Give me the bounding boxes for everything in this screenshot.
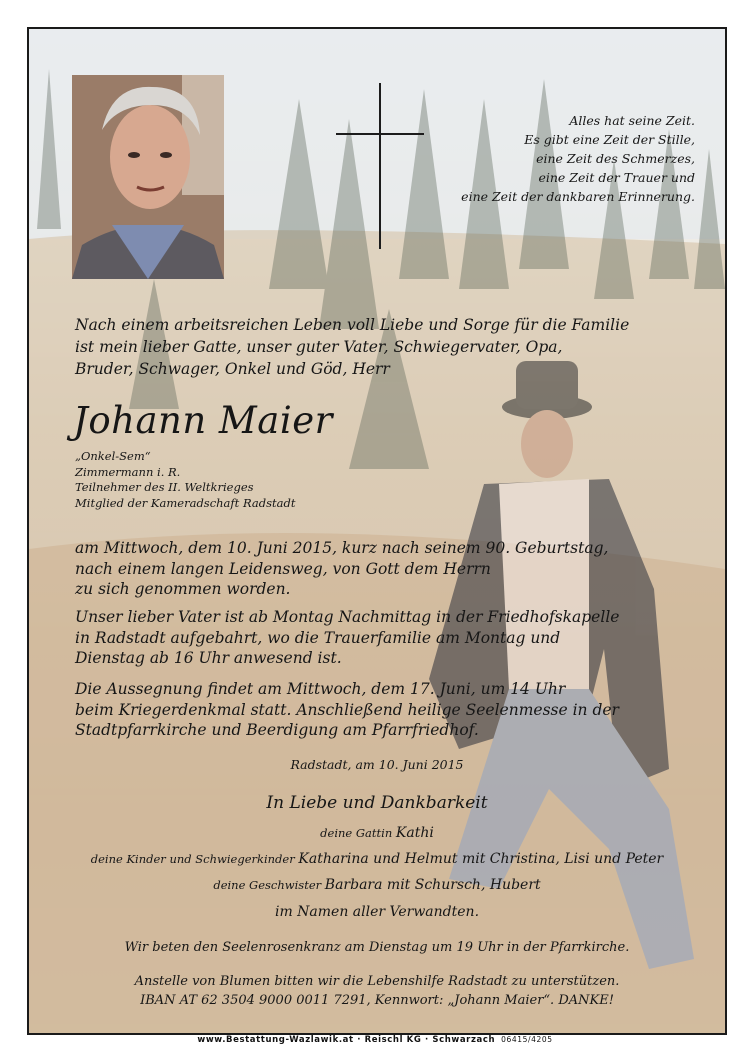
intro-text bbox=[75, 314, 629, 380]
mourner-names: Kathi bbox=[395, 825, 434, 841]
mourner-prefix: deine Geschwister bbox=[213, 878, 325, 892]
memorial-quote bbox=[461, 111, 695, 206]
detail-line: Teilnehmer des II. Weltkrieges bbox=[75, 480, 254, 494]
cross-bar bbox=[336, 133, 424, 135]
funeral-home-footer bbox=[0, 1035, 750, 1045]
intro-line: ist mein lieber Gatte, unser guter Vater, Schwiegervater, Opa, bbox=[75, 338, 563, 356]
quote-line: eine Zeit der dankbaren Erinnerung. bbox=[461, 189, 695, 204]
place-date: Radstadt, am 10. Juni 2015 bbox=[290, 757, 464, 772]
paragraph-line: Stadtpfarrkirche und Beerdigung am Pfarrfriedhof. bbox=[75, 721, 479, 739]
mourner-relatives: im Namen aller Verwandten. bbox=[274, 904, 480, 920]
cross-symbol bbox=[379, 83, 381, 249]
quote-line: eine Zeit des Schmerzes, bbox=[536, 151, 695, 166]
mourner-names: Barbara mit Schursch, Hubert bbox=[324, 877, 541, 893]
donation-iban: IBAN AT 62 3504 9000 0011 7291, Kennwort: „Johann Maier“. DANKE! bbox=[140, 993, 614, 1008]
quote-line: Alles hat seine Zeit. bbox=[569, 113, 695, 128]
mourner-wife bbox=[29, 825, 725, 841]
mourner-prefix: deine Gattin bbox=[320, 826, 396, 840]
paragraph-line: zu sich genommen worden. bbox=[75, 580, 291, 598]
occupation: Zimmermann i. R. bbox=[75, 464, 181, 479]
paragraph-line: Dienstag ab 16 Uhr anwesend ist. bbox=[75, 649, 342, 667]
footer-text: www.Bestattung-Wazlawik.at · Reischl KG · Schwarzach bbox=[197, 1035, 496, 1045]
intro-line: Bruder, Schwager, Onkel und Göd, Herr bbox=[75, 360, 390, 378]
paragraph-line: beim Kriegerdenkmal statt. Anschließend heilige Seelenmesse in der bbox=[75, 700, 619, 719]
mourner-names: Katharina und Helmut mit Christina, Lisi und Peter bbox=[298, 851, 664, 867]
quote-line: Es gibt eine Zeit der Stille, bbox=[524, 132, 695, 147]
footer-phone: 06415/4205 bbox=[501, 1035, 553, 1044]
intro-line: Nach einem arbeitsreichen Leben voll Liebe und Sorge für die Familie bbox=[75, 316, 630, 334]
viewing-paragraph bbox=[75, 607, 619, 669]
mourner-siblings bbox=[29, 877, 725, 893]
paragraph-line: Die Aussegnung findet am Mittwoch, dem 17. Juni, um 14 Uhr bbox=[75, 680, 566, 698]
quote-line: eine Zeit der Trauer und bbox=[538, 170, 695, 185]
funeral-paragraph bbox=[75, 679, 619, 741]
mourner-children bbox=[29, 851, 725, 867]
portrait-photo bbox=[72, 75, 224, 279]
mourners-heading: In Liebe und Dankbarkeit bbox=[266, 793, 488, 813]
paragraph-line: in Radstadt aufgebahrt, wo die Trauerfamilie am Montag und bbox=[75, 628, 561, 647]
mourner-prefix: deine Kinder und Schwiegerkinder bbox=[90, 852, 299, 866]
rosary-notice: Wir beten den Seelenrosenkranz am Dienstag um 19 Uhr in der Pfarrkirche. bbox=[124, 940, 630, 955]
paragraph-line: Unser lieber Vater ist ab Montag Nachmittag in der Friedhofskapelle bbox=[75, 608, 620, 626]
donation-notice: Anstelle von Blumen bitten wir die Lebenshilfe Radstadt zu unterstützen. bbox=[134, 974, 620, 989]
obituary-card bbox=[27, 27, 727, 1035]
death-paragraph bbox=[75, 538, 608, 600]
paragraph-line: am Mittwoch, dem 10. Juni 2015, kurz nach seinem 90. Geburtstag, bbox=[75, 539, 609, 557]
deceased-details bbox=[75, 449, 295, 511]
detail-line: Mitglied der Kameradschaft Radstadt bbox=[75, 495, 296, 510]
nickname: „Onkel-Sem“ bbox=[75, 449, 151, 463]
deceased-name: Johann Maier bbox=[73, 399, 333, 442]
paragraph-line: nach einem langen Leidensweg, von Gott dem Herrn bbox=[75, 559, 491, 578]
